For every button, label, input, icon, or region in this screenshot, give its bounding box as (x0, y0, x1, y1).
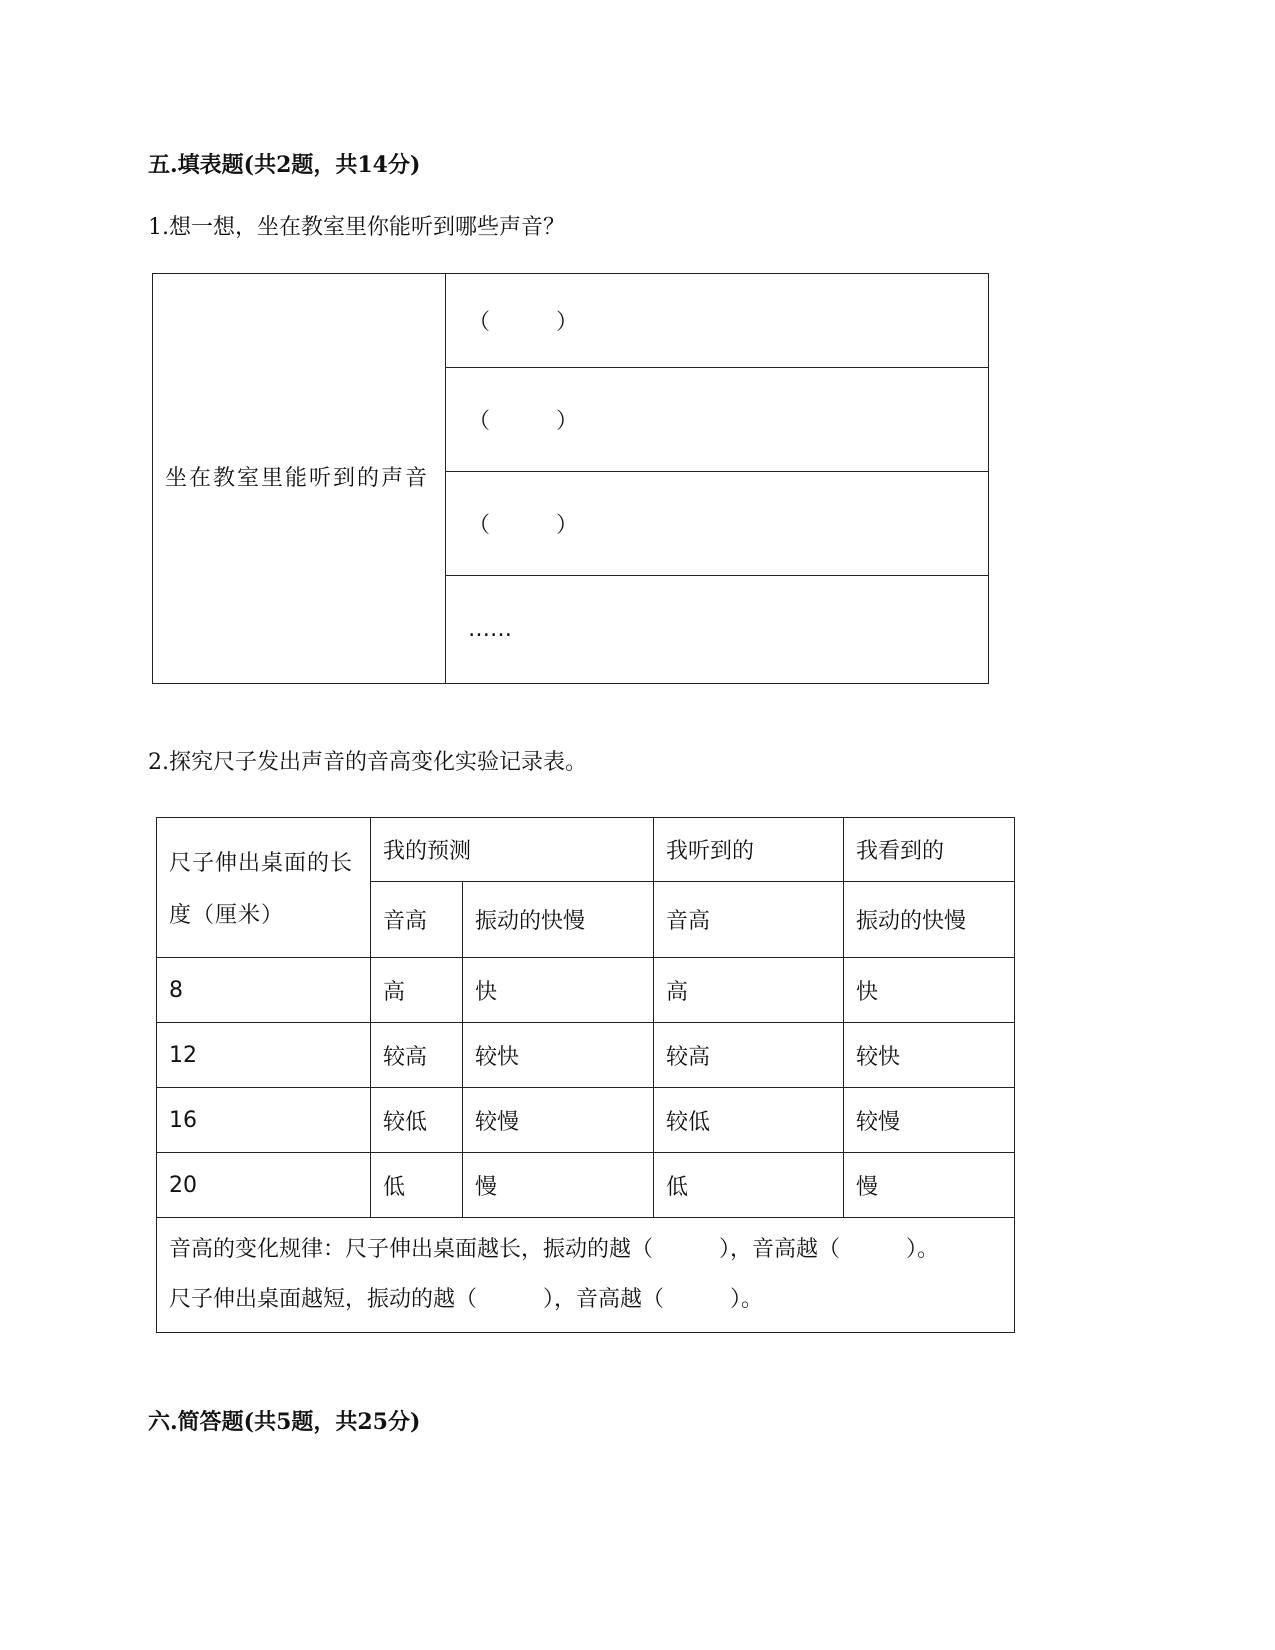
table-row (157, 958, 1015, 1023)
predicted-pitch-cell: 高 (371, 958, 463, 1023)
predicted-speed-cell: 快 (463, 958, 654, 1023)
pitch-rule-line-2[interactable]: 尺子伸出桌面越短，振动的越（ ），音高越（ ）。 (169, 1287, 764, 1312)
length-cell: 12 (157, 1023, 371, 1088)
heard-pitch-cell: 较高 (654, 1023, 844, 1088)
predict-pitch-header: 音高 (371, 882, 463, 958)
classroom-sounds-table (152, 273, 989, 684)
seen-speed-cell: 较慢 (844, 1088, 1015, 1153)
length-header: 尺子伸出桌面的长度（厘米） (157, 818, 371, 958)
more-answers-ellipsis: …… (446, 576, 989, 684)
predicted-speed-cell: 慢 (463, 1153, 654, 1218)
seen-speed-cell: 快 (844, 958, 1015, 1023)
length-cell: 20 (157, 1153, 371, 1218)
table-row (157, 1153, 1015, 1218)
ruler-pitch-record-table (156, 817, 1015, 1333)
prediction-header: 我的预测 (371, 818, 654, 882)
table-row (157, 1023, 1015, 1088)
question-1-prompt: 1.想一想，坐在教室里你能听到哪些声音？ (148, 215, 565, 240)
heard-header: 我听到的 (654, 818, 844, 882)
table-row (157, 1088, 1015, 1153)
predicted-speed-cell: 较慢 (463, 1088, 654, 1153)
length-cell: 8 (157, 958, 371, 1023)
section-6-heading: 六.简答题(共5题，共25分) (148, 1409, 421, 1435)
heard-pitch-cell: 低 (654, 1153, 844, 1218)
predicted-pitch-cell: 低 (371, 1153, 463, 1218)
question-2-prompt: 2.探究尺子发出声音的音高变化实验记录表。 (148, 750, 587, 775)
predict-speed-header: 振动的快慢 (463, 882, 654, 958)
pitch-rule-cell (157, 1218, 1015, 1333)
classroom-sounds-label: 坐在教室里能听到的声音 (153, 274, 446, 684)
pitch-rule-line-1[interactable]: 音高的变化规律：尺子伸出桌面越长，振动的越（ ），音高越（ ）。 (169, 1237, 940, 1262)
seen-speed-cell: 慢 (844, 1153, 1015, 1218)
seen-speed-cell: 较快 (844, 1023, 1015, 1088)
seen-speed-header: 振动的快慢 (844, 882, 1015, 958)
answer-blank-1[interactable]: （ ） (446, 274, 989, 368)
section-5-heading: 五.填表题(共2题，共14分) (148, 152, 421, 178)
answer-blank-2[interactable]: （ ） (446, 368, 989, 472)
predicted-pitch-cell: 较低 (371, 1088, 463, 1153)
predicted-pitch-cell: 较高 (371, 1023, 463, 1088)
heard-pitch-header: 音高 (654, 882, 844, 958)
length-cell: 16 (157, 1088, 371, 1153)
heard-pitch-cell: 高 (654, 958, 844, 1023)
heard-pitch-cell: 较低 (654, 1088, 844, 1153)
seen-header: 我看到的 (844, 818, 1015, 882)
answer-blank-3[interactable]: （ ） (446, 472, 989, 576)
predicted-speed-cell: 较快 (463, 1023, 654, 1088)
